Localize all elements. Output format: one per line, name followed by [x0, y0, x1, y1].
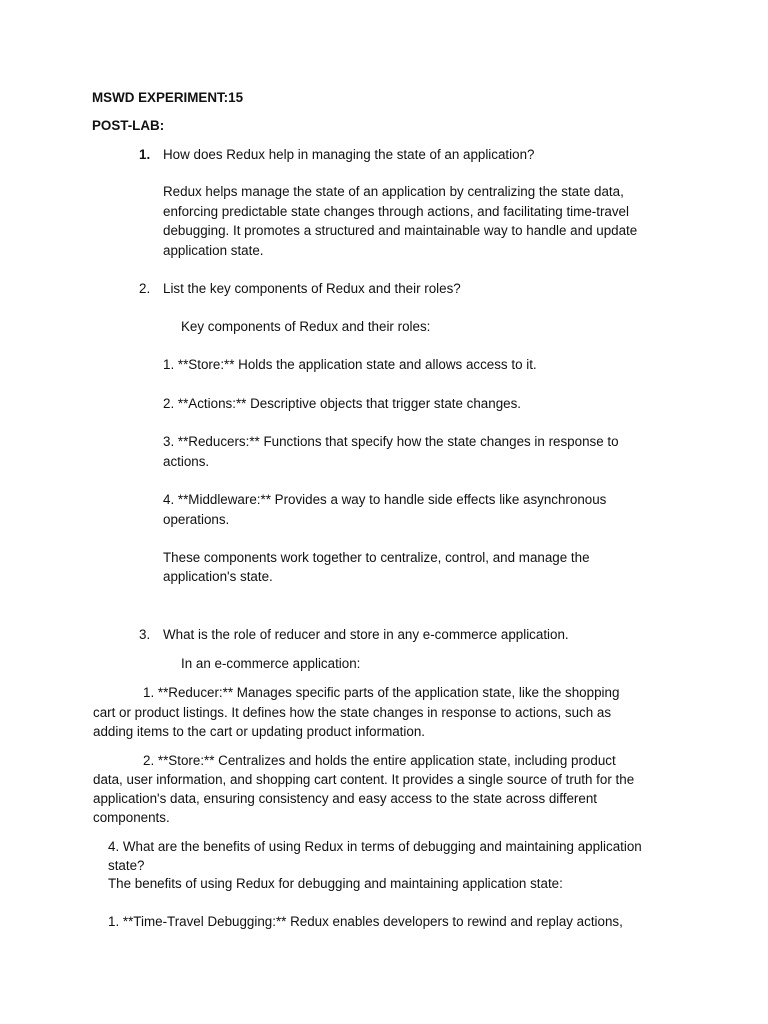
question-1-text: How does Redux help in managing the state of an application?: [163, 147, 535, 162]
answer-3-item-2-line-2: data, user information, and shopping cart content. It provides a single source of truth for the: [93, 772, 635, 787]
answer-1-line-3: debugging. It promotes a structured and maintainable way to handle and update: [163, 223, 638, 238]
answer-1-line-4: application state.: [163, 243, 264, 258]
answer-2-intro: Key components of Redux and their roles:: [181, 319, 431, 334]
answer-4-item-1: 1. **Time-Travel Debugging:** Redux enables developers to rewind and replay actions,: [108, 914, 623, 929]
answer-2-item-4-line-1: 4. **Middleware:** Provides a way to handle side effects like asynchronous: [163, 492, 607, 507]
question-2-number: 2.: [139, 281, 151, 296]
question-3-text: What is the role of reducer and store in any e-commerce application.: [163, 627, 569, 642]
question-4-line-2: state?: [108, 858, 145, 873]
question-4-line-1: 4. What are the benefits of using Redux in terms of debugging and maintaining application: [108, 839, 642, 854]
answer-2-summary-line-1: These components work together to centralize, control, and manage the: [163, 550, 590, 565]
answer-3-item-2-line-3: application's data, ensuring consistency and easy access to the state across different: [93, 791, 598, 806]
post-lab-heading: POST-LAB:: [92, 118, 165, 133]
answer-2-item-1: 1. **Store:** Holds the application state and allows access to it.: [163, 357, 537, 372]
answer-2-item-2: 2. **Actions:** Descriptive objects that trigger state changes.: [163, 396, 522, 411]
answer-3-item-2-line-4: components.: [93, 810, 170, 825]
answer-2-summary-line-2: application's state.: [163, 569, 273, 584]
answer-2-item-3-line-2: actions.: [163, 454, 210, 469]
question-3-number: 3.: [139, 627, 151, 642]
question-2-text: List the key components of Redux and their roles?: [163, 281, 461, 296]
answer-3-item-2-line-1: 2. **Store:** Centralizes and holds the entire application state, including product: [143, 753, 616, 768]
answer-3-item-1-line-3: adding items to the cart or updating product information.: [93, 724, 425, 739]
answer-3-intro: In an e-commerce application:: [181, 656, 361, 671]
answer-2-item-4-line-2: operations.: [163, 512, 230, 527]
answer-1-line-2: enforcing predictable state changes through actions, and facilitating time-travel: [163, 204, 629, 219]
answer-4-intro: The benefits of using Redux for debugging and maintaining application state:: [108, 876, 563, 891]
answer-3-item-1-line-2: cart or product listings. It defines how the state changes in response to actions, such as: [93, 705, 612, 720]
document-title: MSWD EXPERIMENT:15: [92, 90, 244, 105]
question-1-number: 1.: [139, 147, 151, 162]
answer-2-item-3-line-1: 3. **Reducers:** Functions that specify how the state changes in response to: [163, 434, 619, 449]
answer-1-line-1: Redux helps manage the state of an application by centralizing the state data,: [163, 184, 624, 199]
answer-3-item-1-line-1: 1. **Reducer:** Manages specific parts of the application state, like the shopping: [143, 685, 620, 700]
